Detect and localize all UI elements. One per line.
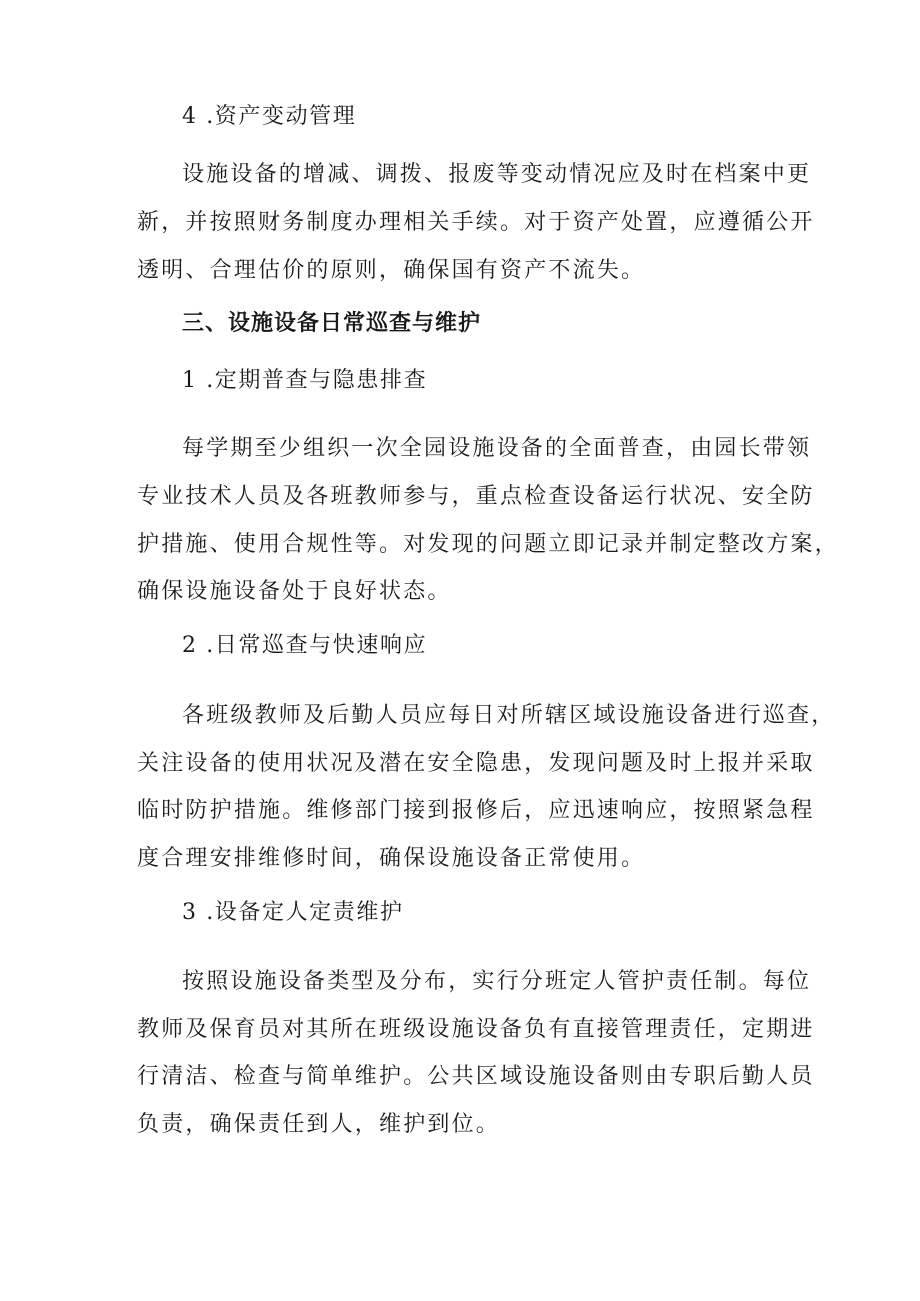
paragraph-line: 新，并按照财务制度办理相关手续。对于资产处置，应遵循公开 — [137, 210, 815, 235]
subheading-assigned-maintenance: 3 .设备定人定责维护 — [182, 900, 404, 925]
paragraph-line: 行清洁、检查与简单维护。公共区域设施设备则由专职后勤人员 — [137, 1064, 815, 1089]
paragraph-line: 透明、合理估价的原则，确保国有资产不流失。 — [137, 258, 646, 283]
subheading-asset-change: 4 .资产变动管理 — [182, 104, 357, 129]
paragraph-line: 护措施、使用合规性等。对发现的问题立即记录并制定整改方案， — [137, 532, 839, 557]
paragraph-line: 各班级教师及后勤人员应每日对所辖区域设施设备进行巡查， — [182, 703, 836, 728]
paragraph-line: 每学期至少组织一次全园设施设备的全面普查，由园长带领 — [182, 436, 812, 461]
paragraph-line: 设施设备的增减、调拨、报废等变动情况应及时在档案中更 — [182, 162, 812, 187]
paragraph-line: 度合理安排维修时间，确保设施设备正常使用。 — [137, 846, 646, 871]
paragraph-line: 专业技术人员及各班教师参与，重点检查设备运行状况、安全防 — [137, 484, 815, 509]
paragraph-line: 教师及保育员对其所在班级设施设备负有直接管理责任，定期进 — [137, 1017, 815, 1042]
paragraph-line: 确保设施设备处于良好状态。 — [137, 579, 452, 604]
subheading-periodic-inspection: 1 .定期普查与隐患排查 — [182, 368, 428, 393]
paragraph-line: 负责，确保责任到人，维护到位。 — [137, 1112, 501, 1137]
paragraph-line: 按照设施设备类型及分布，实行分班定人管护责任制。每位 — [182, 969, 812, 994]
section-heading: 三、设施设备日常巡查与维护 — [182, 311, 482, 336]
paragraph-line: 临时防护措施。维修部门接到报修后，应迅速响应，按照紧急程 — [137, 798, 815, 823]
paragraph-line: 关注设备的使用状况及潜在安全隐患，发现问题及时上报并采取 — [137, 751, 815, 776]
subheading-daily-patrol: 2 .日常巡查与快速响应 — [182, 633, 428, 658]
